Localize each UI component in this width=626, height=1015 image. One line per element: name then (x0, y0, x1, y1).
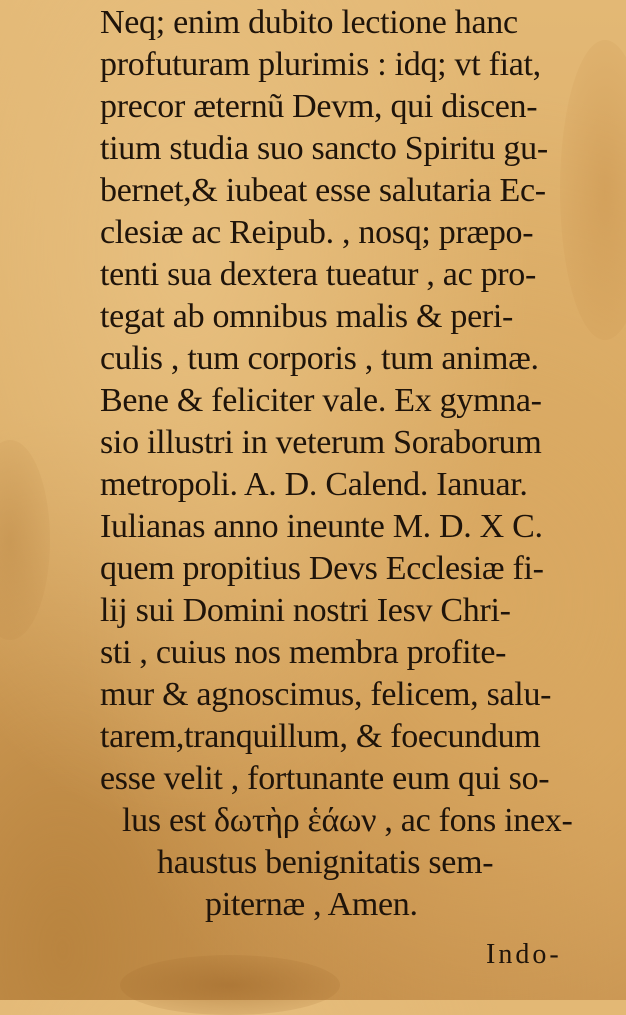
text-line: Bene & feliciter vale. Ex gymna- (100, 382, 542, 419)
text-line: lij sui Domini nostri Iesv Chri- (100, 592, 511, 629)
text-line: tium studia suo sancto Spiritu gu- (100, 130, 548, 167)
text-line: tarem,tranquillum, & foecundum (100, 718, 541, 755)
catchword: Indo- (486, 939, 562, 970)
text-line: culis , tum corporis , tum animæ. (100, 340, 539, 377)
text-line: lus est δωτὴρ ἑάων , ac fons inex- (122, 802, 573, 839)
paper-stain (120, 955, 340, 1015)
text-line: sio illustri in veterum Soraborum (100, 424, 542, 461)
text-line: precor æternũ Devm, qui discen- (100, 88, 538, 125)
text-line: Neq; enim dubito lectione hanc (100, 4, 518, 41)
text-line: sti , cuius nos membra profite- (100, 634, 507, 671)
text-line: esse velit , fortunante eum qui so- (100, 760, 550, 797)
paper-stain (560, 40, 626, 340)
text-line: Iulianas anno ineunte M. D. X C. (100, 508, 543, 545)
text-line: profuturam plurimis : idq; vt fiat, (100, 46, 541, 83)
text-line: mur & agnoscimus, felicem, salu- (100, 676, 552, 713)
text-line: tegat ab omnibus malis & peri- (100, 298, 514, 335)
text-line: piternæ , Amen. (205, 886, 418, 923)
text-line: quem propitius Devs Ecclesiæ fi- (100, 550, 544, 587)
paper-stain (0, 440, 50, 640)
text-line: metropoli. A. D. Calend. Ianuar. (100, 466, 528, 503)
text-line: bernet,& iubeat esse salutaria Ec- (100, 172, 546, 209)
text-line: haustus benignitatis sem- (157, 844, 494, 881)
text-line: clesiæ ac Reipub. , nosq; præpo- (100, 214, 534, 251)
text-line: tenti sua dextera tueatur , ac pro- (100, 256, 537, 293)
